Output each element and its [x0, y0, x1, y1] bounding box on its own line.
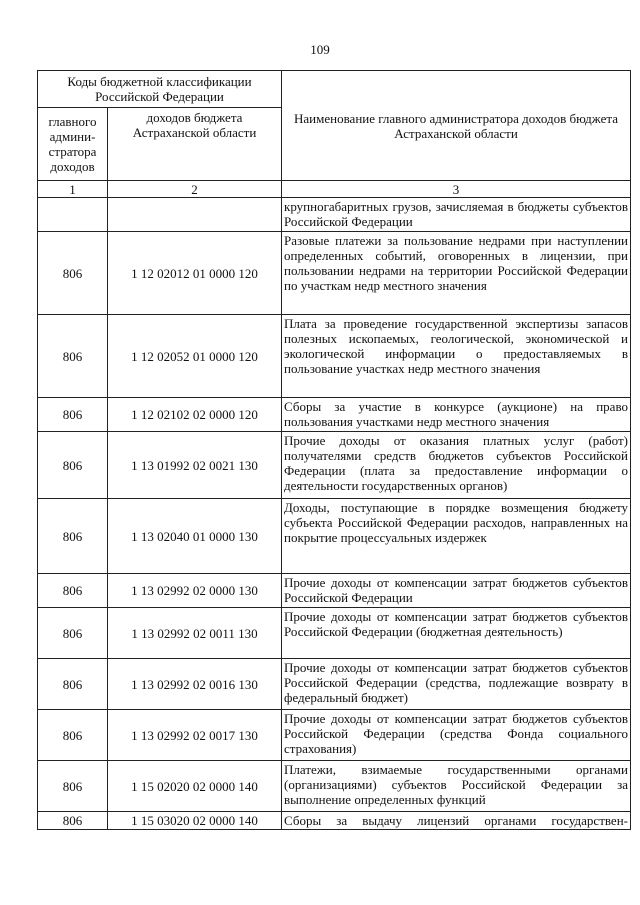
admin-code: 806 — [38, 315, 108, 398]
income-code: 1 12 02012 01 0000 120 — [108, 232, 282, 315]
income-name: крупногабаритных грузов, зачисляемая в бюджеты субъектов Российской Федерации — [282, 198, 631, 232]
admin-code: 806 — [38, 499, 108, 574]
header-row-1 — [38, 71, 631, 108]
income-code: 1 13 02992 02 0017 130 — [108, 710, 282, 761]
admin-code — [38, 198, 108, 232]
income-code: 1 13 02992 02 0016 130 — [108, 659, 282, 710]
income-name: Прочие доходы от оказания платных услуг (работ) получателями средств бюджетов субъектов Российской Федерации (плата за предоставление информации о деятельности государственных органов) — [282, 432, 631, 499]
admin-code: 806 — [38, 398, 108, 432]
table-row — [38, 398, 631, 432]
income-name: Прочие доходы от компенсации затрат бюджетов субъектов Российской Федерации — [282, 574, 631, 608]
column-numbers-row — [38, 181, 631, 198]
table-row — [38, 198, 631, 232]
header-group-title: Коды бюджетной классификации Российской Федерации — [38, 71, 282, 108]
income-name: Разовые платежи за пользование недрами при наступлении определенных событий, оговоренных в лицензии, при пользовании недрами на территории Российской Федерации по участкам недр местного значения — [282, 232, 631, 315]
header-col2: доходов бюджета Астраханской области — [108, 108, 282, 181]
admin-code: 806 — [38, 710, 108, 761]
admin-code: 806 — [38, 659, 108, 710]
table-row — [38, 432, 631, 499]
table-row — [38, 315, 631, 398]
income-code: 1 13 02992 02 0000 130 — [108, 574, 282, 608]
table-row — [38, 710, 631, 761]
admin-code: 806 — [38, 574, 108, 608]
income-code: 1 13 02040 01 0000 130 — [108, 499, 282, 574]
income-code — [108, 198, 282, 232]
table-row — [38, 659, 631, 710]
admin-code: 806 — [38, 608, 108, 659]
income-name: Прочие доходы от компенсации затрат бюджетов субъектов Российской Федерации (средства, подлежащие возврату в федеральный бюджет) — [282, 659, 631, 710]
header-col1: главного админи-стратора доходов — [38, 108, 108, 181]
column-number: 3 — [282, 181, 631, 198]
income-name: Сборы за выдачу лицензий органами государствен- — [282, 812, 631, 830]
admin-code: 806 — [38, 761, 108, 812]
income-code: 1 12 02102 02 0000 120 — [108, 398, 282, 432]
table-row — [38, 499, 631, 574]
income-name: Плата за проведение государственной экспертизы запасов полезных ископаемых, геологической, экономической и экологической информации о предоставляемых в пользование участках недр местного значения — [282, 315, 631, 398]
table-row — [38, 574, 631, 608]
budget-codes-table — [37, 70, 631, 830]
header-col3: Наименование главного администратора доходов бюджета Астраханской области — [282, 71, 631, 181]
income-name: Сборы за участие в конкурсе (аукционе) на право пользования участками недр местного значения — [282, 398, 631, 432]
income-name: Прочие доходы от компенсации затрат бюджетов субъектов Российской Федерации (средства Фонда социального страхования) — [282, 710, 631, 761]
table-row — [38, 812, 631, 830]
admin-code: 806 — [38, 432, 108, 499]
admin-code: 806 — [38, 232, 108, 315]
income-code: 1 12 02052 01 0000 120 — [108, 315, 282, 398]
page-number: 109 — [310, 42, 330, 57]
income-name: Платежи, взимаемые государственными органами (организациями) субъектов Российской Федерации за выполнение определенных функций — [282, 761, 631, 812]
income-code: 1 13 01992 02 0021 130 — [108, 432, 282, 499]
table-row — [38, 232, 631, 315]
column-number: 1 — [38, 181, 108, 198]
income-code: 1 13 02992 02 0011 130 — [108, 608, 282, 659]
income-code: 1 15 02020 02 0000 140 — [108, 761, 282, 812]
income-name: Прочие доходы от компенсации затрат бюджетов субъектов Российской Федерации (бюджетная деятельность) — [282, 608, 631, 659]
table-row — [38, 761, 631, 812]
income-name: Доходы, поступающие в порядке возмещения бюджету субъекта Российской Федерации расходов, направленных на покрытие процессуальных издержек — [282, 499, 631, 574]
income-code: 1 15 03020 02 0000 140 — [108, 812, 282, 830]
table-row — [38, 608, 631, 659]
admin-code: 806 — [38, 812, 108, 830]
column-number: 2 — [108, 181, 282, 198]
